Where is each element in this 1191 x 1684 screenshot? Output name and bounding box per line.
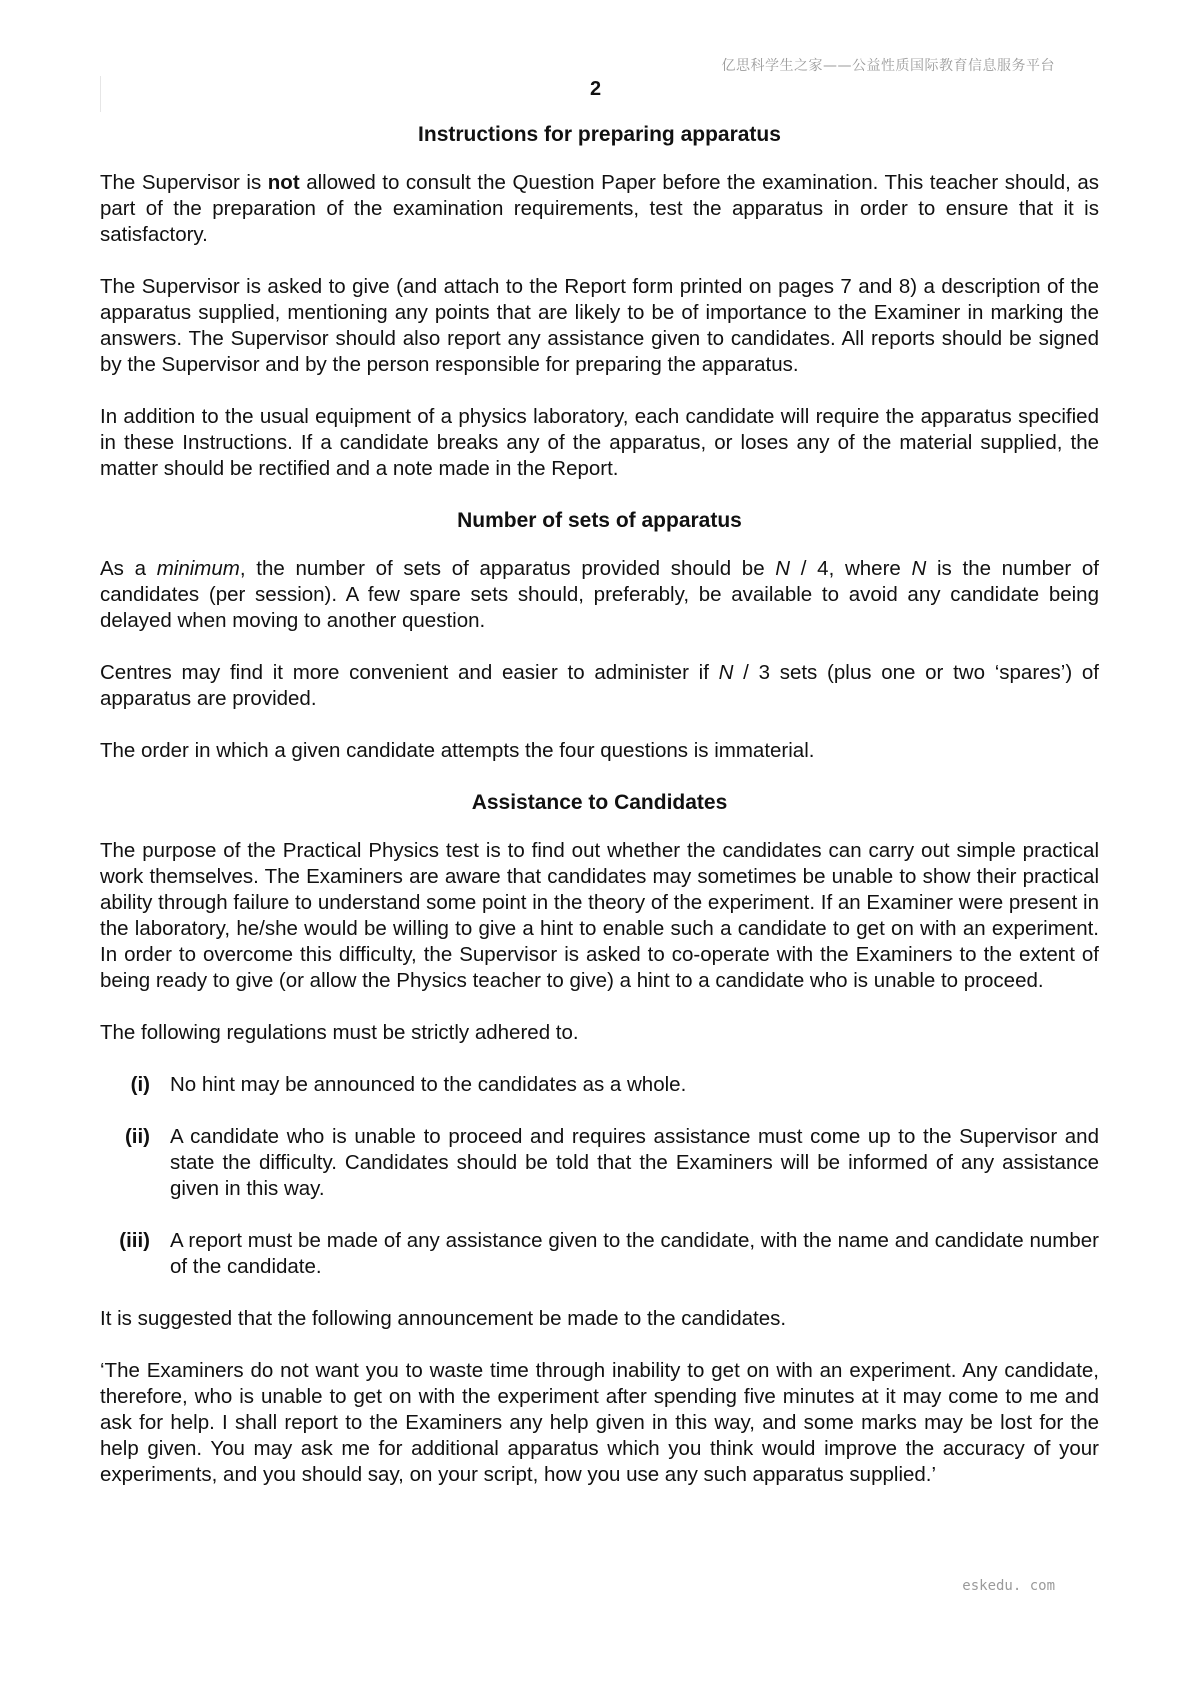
list-item-number: (i) [130, 1073, 150, 1096]
italic-n: N [775, 557, 791, 580]
text-run: / 3 sets (plus one or two ‘spares’) of apparatus are provided. [100, 661, 1099, 710]
paragraph-centres-convenient [100, 660, 1099, 712]
paragraph-regulations-intro: The following regulations must be strictly adhered to. [100, 1021, 579, 1044]
list-item-number: (iii) [119, 1229, 150, 1252]
section-heading-number-of-sets: Number of sets of apparatus [457, 509, 742, 532]
list-item [100, 1072, 1099, 1098]
list-item-number: (ii) [124, 1125, 150, 1148]
list-item [100, 1124, 1099, 1202]
list-item-text: No hint may be announced to the candidates as a whole. [170, 1073, 687, 1096]
paragraph-announcement-quote: ‘The Examiners do not want you to waste time through inability to get on with an experiment. Any candidate, therefore, who is unable to get on with the experiment after spending five minutes at it may come to me and ask for help. I shall report to the Examiners any help given in this way, and some marks may be lost for the help given. You may ask me for additional apparatus which you think would improve the accuracy of your experiments, and you should say, on your script, how you use any such apparatus supplied.’ [100, 1359, 1099, 1486]
text-run: allowed to consult the Question Paper before the examination. This teacher should, as part of the preparation of the examination requirements, test the apparatus in order to ensure that it is satisfactory. [100, 171, 1099, 246]
text-run: The Supervisor is [100, 171, 268, 194]
section-heading-assistance: Assistance to Candidates [471, 791, 728, 814]
paragraph-supervisor-report: The Supervisor is asked to give (and attach to the Report form printed on pages 7 and 8) a description of the apparatus supplied, mentioning any points that are likely to be of importance to the Examiner in marking the answers. The Supervisor should also report any assistance given to candidates. All reports should be signed by the Supervisor and by the person responsible for preparing the apparatus. [100, 275, 1099, 376]
bold-not: not [267, 171, 300, 194]
paragraph-order-immaterial: The order in which a given candidate attempts the four questions is immaterial. [100, 739, 815, 762]
list-item [100, 1228, 1099, 1280]
italic-n: N [718, 661, 734, 684]
italic-n: N [911, 557, 927, 580]
paragraph-supervisor-not-allowed [100, 170, 1099, 248]
paragraph-usual-equipment: In addition to the usual equipment of a physics laboratory, each candidate will require the apparatus specified in these Instructions. If a candidate breaks any of the apparatus, or loses any of the material supplied, the matter should be rectified and a note made in the Report. [100, 405, 1099, 480]
text-run: / 4, where [790, 557, 912, 580]
page-number: 2 [589, 78, 602, 100]
text-run: , the number of sets of apparatus provided should be [239, 557, 776, 580]
text-run: As a [100, 557, 157, 580]
document-body [100, 122, 1099, 1514]
italic-minimum: minimum [156, 557, 240, 580]
watermark-bottom: eskedu. com [962, 1578, 1055, 1594]
list-item-text: A candidate who is unable to proceed and requires assistance must come up to the Supervisor and state the difficulty. Candidates should be told that the Examiners will be informed of any assistance given in this way. [170, 1125, 1099, 1200]
paragraph-purpose: The purpose of the Practical Physics test is to find out whether the candidates can carry out simple practical work themselves. The Examiners are aware that candidates may sometimes be unable to show their practical ability through failure to understand some point in the theory of the experiment. If an Examiner were present in the laboratory, he/she would be willing to give a hint to enable such a candidate to get on with an experiment. In order to overcome this difficulty, the Supervisor is asked to co-operate with the Examiners to the extent of being ready to give (or allow the Physics teacher to give) a hint to a candidate who is unable to proceed. [100, 839, 1099, 992]
paragraph-announcement-intro: It is suggested that the following announcement be made to the candidates. [100, 1307, 787, 1330]
paragraph-minimum-sets [100, 556, 1099, 634]
section-heading-preparing-apparatus: Instructions for preparing apparatus [418, 123, 781, 146]
text-run: is the number of candidates (per session). A few spare sets should, preferably, be available to avoid any candidate being delayed when moving to another question. [100, 557, 1099, 632]
list-item-text: A report must be made of any assistance given to the candidate, with the name and candidate number of the candidate. [170, 1229, 1099, 1278]
watermark-top: 亿思科学生之家——公益性质国际教育信息服务平台 [721, 58, 1055, 74]
text-run: Centres may find it more convenient and easier to administer if [100, 661, 719, 684]
